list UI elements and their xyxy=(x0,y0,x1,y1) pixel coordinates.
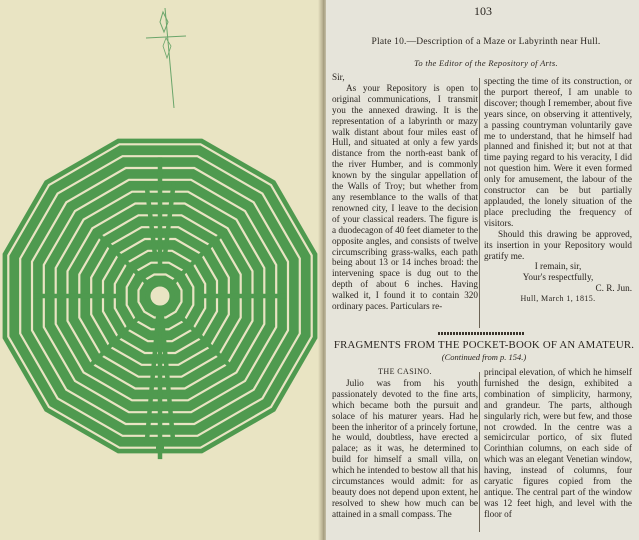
fragments-heading: THE CASINO. xyxy=(378,367,432,376)
fragments-paragraph: principal elevation, of which he himself furnished the design, exhibited a combination of simplicity, harmony, and grandeur. The parts, although singularly rich, were but few, and those not crowded. In the centre was a semicircular portico, of six fluted Corinthian columns, on each side of which was an elegant Venetian window, having, instead of columns, four caryatic figures copied from the antique. The central part of the window was 12 feet high, and level with the floor of xyxy=(484,367,632,519)
letter-left-column xyxy=(332,72,478,312)
letter-closing-2: Your's respectfully, xyxy=(522,272,594,283)
fragments-paragraph: Julio was from his youth passionately devoted to the fine arts, which became both the pursuit and solace of his maturer years. Had he been the inheritor of a princely fortune, he would, doubtless, have erected a palace; as it was, he determined to build for himself a small villa, on which he intended to bestow all that his circumstances would admit: for as beauty does not depend upon extent, he resolved to shew how much can be attained in a small compass. The xyxy=(332,377,478,519)
maze-figure xyxy=(3,139,318,460)
section-rule xyxy=(438,332,524,335)
letter-salutation: Sir, xyxy=(332,72,345,82)
compass-icon xyxy=(146,8,186,108)
letter-dateline: Hull, March 1, 1815. xyxy=(520,294,596,304)
letter-paragraph: Should this drawing be approved, its insertion in your Repository would gratify me. xyxy=(484,228,632,261)
plate-title: Plate 10.—Description of a Maze or Labyrinth near Hull. xyxy=(371,37,601,47)
plate-subtitle: To the Editor of the Repository of Arts. xyxy=(414,58,558,68)
letter-closing: I remain, sir, xyxy=(534,261,582,272)
fragments-right-column xyxy=(484,367,632,520)
letter-paragraph: specting the time of its construction, or the purport thereof, I am unable to discover; though I remember, about five years since, on observing it attentively, a passing countryman voluntarily gave me to understand, that he himself had planned and finished it; but not at that time paying regard to his veracity, I did not question him. Were it even formed only for amusement, the labour of the constructor can be but partially applauded, the lonely situation of the place precluding the frequency of visitors. xyxy=(484,76,632,228)
maze-entrance-stem xyxy=(156,445,164,452)
text-page xyxy=(326,0,639,540)
maze-center xyxy=(148,284,172,308)
fragments-title: FRAGMENTS FROM THE POCKET-BOOK OF AN AMATEUR. xyxy=(333,339,635,351)
page-number: 103 xyxy=(474,4,492,18)
letter-paragraph: As your Repository is open to original communications, I transmit you the annexed drawing. It is the representation of a labyrinth or mazy walk distant about four miles east of Hull, and situated at only a few yards distance from the north-east bank of the river Humber, and is commonly known by the singular appellation of the Walls of Troy; but whether from any resemblance to the walls of that renowned city, I leave to the decision of your classical readers. The figure is a duodecagon of 40 feet diameter to the opposite angles, and consists of twelve circumscribing grass-walks, each path being about 13 or 14 inches broad: the intervening space is dug out to the depth of about 6 inches. Having walked it, I found it to contain 320 ordinary paces. Particulars re- xyxy=(332,82,478,312)
fragments-left-column xyxy=(332,367,478,520)
fragments-subtitle: (Continued from p. 154.) xyxy=(441,352,527,362)
letter-right-column xyxy=(484,76,632,305)
column-divider xyxy=(479,372,480,532)
letter-signature: C. R. Jun. xyxy=(595,283,632,294)
column-divider xyxy=(479,78,480,328)
